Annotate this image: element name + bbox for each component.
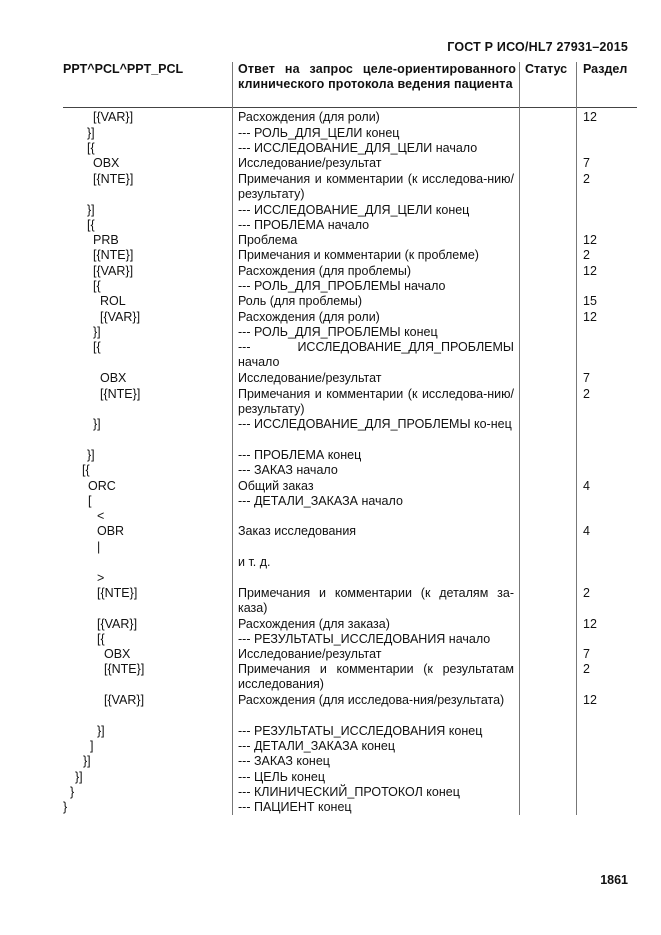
segment-code: }] [83,754,91,768]
segment-code: < [97,509,105,523]
segment-code: [{VAR}] [93,110,134,124]
segment-code: [{ [93,340,101,354]
segment-description: --- ПРОБЛЕМА начало [238,218,370,232]
segment-description: Примечания и комментарии (к деталям за-каза) [238,586,514,616]
segment-description: --- ЦЕЛЬ конец [238,770,325,784]
segment-code: OBR [97,524,125,538]
segment-code: > [97,571,105,585]
segment-description: Расхождения (для проблемы) [238,264,412,278]
segment-description: Расхождения (для заказа) [238,617,390,631]
segment-description: --- ДЕТАЛИ_ЗАКАЗА конец [238,739,396,753]
section-number: 15 [583,294,597,308]
segment-code: ROL [100,294,126,308]
segment-description: --- ПАЦИЕНТ конец [238,800,352,814]
section-number: 2 [583,248,590,262]
segment-code: [{NTE}] [93,172,134,186]
section-number: 12 [583,617,597,631]
section-number: 12 [583,110,597,124]
segment-code: ORC [88,479,116,493]
section-number: 2 [583,586,590,600]
section-number: 2 [583,662,590,676]
section-number: 2 [583,387,590,401]
segment-code: [{ [82,463,90,477]
segment-description: Расхождения (для исследова-ния/результата) [238,693,505,707]
segment-code: }] [87,126,95,140]
segment-code: | [97,540,101,554]
column-header-section: Раздел [583,62,628,76]
segment-code: }] [93,325,101,339]
segment-code: [{NTE}] [93,248,134,262]
segment-description: --- ПРОБЛЕМА конец [238,448,362,462]
column-header-status: Статус [525,62,568,76]
segment-description: --- РОЛЬ_ДЛЯ_ПРОБЛЕМЫ конец [238,325,438,339]
segment-code: } [70,785,75,799]
column-header-description: Ответ на запрос целе-ориентированного клинического протокола ведения пациента [238,62,516,91]
segment-code: [{VAR}] [104,693,145,707]
segment-code: } [63,800,68,814]
segment-description: Исследование/результат [238,156,382,170]
segment-code: OBX [93,156,120,170]
section-number: 7 [583,156,590,170]
segment-description: --- РЕЗУЛЬТАТЫ_ИССЛЕДОВАНИЯ начало [238,632,491,646]
segment-description: --- ДЕТАЛИ_ЗАКАЗА начало [238,494,403,508]
segment-description: Роль (для проблемы) [238,294,362,308]
segment-description: --- РОЛЬ_ДЛЯ_ПРОБЛЕМЫ начало [238,279,446,293]
segment-description: Примечания и комментарии (к исследова-нию/результату) [238,172,514,202]
section-number: 12 [583,264,597,278]
section-number: 4 [583,524,590,538]
section-number: 12 [583,693,597,707]
segment-description: Примечания и комментарии (к проблеме) [238,248,479,262]
segment-code: ] [90,739,94,753]
segment-description: Расхождения (для роли) [238,310,380,324]
segment-description: Заказ исследования [238,524,357,538]
segment-description: --- ЗАКАЗ начало [238,463,338,477]
section-number: 4 [583,479,590,493]
segment-code: [{ [87,141,95,155]
segment-code: [{NTE}] [97,586,138,600]
section-number: 2 [583,172,590,186]
segment-code: }] [87,448,95,462]
segment-code: }] [75,770,83,784]
segment-description: --- ЗАКАЗ конец [238,754,330,768]
column-header-message: PPT^PCL^PPT_PCL [63,62,184,76]
segment-description: --- РЕЗУЛЬТАТЫ_ИССЛЕДОВАНИЯ конец [238,724,483,738]
segment-code: [ [88,494,92,508]
segment-code: OBX [100,371,127,385]
segment-code: PRB [93,233,119,247]
segment-code: [{ [87,218,95,232]
segment-code: [{NTE}] [104,662,145,676]
segment-code: [{ [97,632,105,646]
segment-description: и т. д. [238,555,271,569]
segment-description: Примечания и комментарии (к результатам исследования) [238,662,514,692]
section-number: 12 [583,310,597,324]
segment-code: [{VAR}] [100,310,141,324]
segment-code: OBX [104,647,131,661]
segment-description: --- КЛИНИЧЕСКИЙ_ПРОТОКОЛ конец [238,785,460,799]
page-number: 1861 [600,873,628,887]
segment-code: [{NTE}] [100,387,141,401]
segment-description: Примечания и комментарии (к исследова-нию/результату) [238,387,514,417]
segment-description: Исследование/результат [238,647,382,661]
segment-code: [{VAR}] [97,617,138,631]
segment-code: }] [87,203,95,217]
segment-code: }] [93,417,101,431]
section-number: 12 [583,233,597,247]
document-standard-header: ГОСТ Р ИСО/HL7 27931–2015 [447,40,628,54]
segment-description: --- ИССЛЕДОВАНИЕ_ДЛЯ_ПРОБЛЕМЫ ко-нец [238,417,512,431]
segment-description: Исследование/результат [238,371,382,385]
segment-description: Проблема [238,233,298,247]
section-number: 7 [583,371,590,385]
segment-description: --- РОЛЬ_ДЛЯ_ЦЕЛИ конец [238,126,400,140]
segment-code: [{VAR}] [93,264,134,278]
segment-description: Общий заказ [238,479,314,493]
segment-description: --- ИССЛЕДОВАНИЕ_ДЛЯ_ЦЕЛИ конец [238,203,470,217]
segment-code: [{ [93,279,101,293]
segment-description: --- ИССЛЕДОВАНИЕ_ДЛЯ_ПРОБЛЕМЫ начало [238,340,514,370]
segment-description: Расхождения (для роли) [238,110,380,124]
segment-code: }] [97,724,105,738]
section-number: 7 [583,647,590,661]
segment-description: --- ИССЛЕДОВАНИЕ_ДЛЯ_ЦЕЛИ начало [238,141,478,155]
